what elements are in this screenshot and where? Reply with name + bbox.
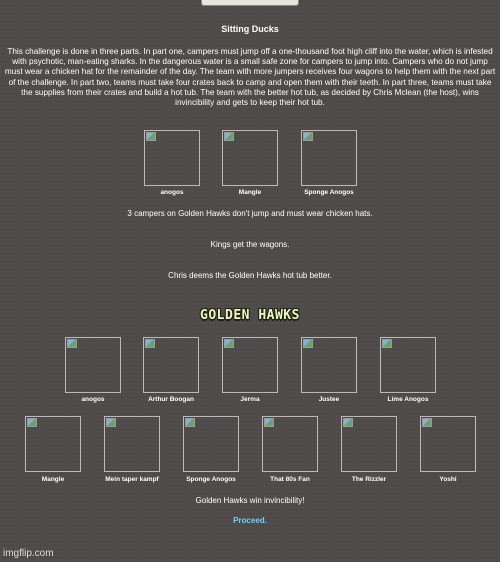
broken-image-icon — [67, 339, 77, 348]
broken-image-icon — [106, 418, 116, 427]
member-name: Arthur Boogan — [148, 396, 194, 403]
camper-portrait — [222, 130, 278, 186]
camper-portrait — [104, 416, 160, 472]
camper-portrait — [301, 130, 357, 186]
camper-portrait — [144, 130, 200, 186]
broken-image-icon — [146, 132, 156, 141]
camper-portrait — [262, 416, 318, 472]
challenge-description: This challenge is done in three parts. In part one, campers must jump off a one-thousand foot high cliff into the water, which is infested with psychotic, man-eating sharks. In the dangerous water is a small safe zone for campers to jump into. Campers who do not jump must wear a chicken hat for the remainder of the day. The team with more jumpers receives four wagons to help them with the next part of the challenge. In part two, teams must take four crates back to camp and open them with their teeth. In part three, teams must take the supplies from their crates and build a hot tub. The team with the better hot tub, as decided by Chris Mclean (the host), wins invincibility and gets to keep their hot tub. — [4, 47, 496, 108]
member-name: Lime Anogos — [387, 396, 429, 403]
member-name: Mangle — [41, 476, 65, 483]
member-name: The Rizzler — [351, 476, 387, 483]
member-name: Sponge Anogos — [186, 476, 236, 483]
camper-portrait — [420, 416, 476, 472]
broken-image-icon — [422, 418, 432, 427]
broken-image-icon — [303, 132, 313, 141]
event-text: Chris deems the Golden Hawks hot tub better. — [168, 271, 332, 280]
event-text: Kings get the wagons. — [210, 240, 290, 249]
camper-name: Sponge Anogos — [304, 189, 354, 196]
broken-image-icon — [343, 418, 353, 427]
broken-image-icon — [303, 339, 313, 348]
challenge-banner — [201, 0, 299, 6]
imgflip-watermark: imgflip.com — [3, 548, 54, 559]
broken-image-icon — [27, 418, 37, 427]
broken-image-icon — [382, 339, 392, 348]
event-text: 3 campers on Golden Hawks don't jump and must wear chicken hats. — [127, 209, 373, 218]
broken-image-icon — [224, 339, 234, 348]
proceed-link[interactable]: Proceed. — [233, 516, 267, 525]
challenge-title: Sitting Ducks — [221, 24, 279, 34]
team-title: GOLDEN HAWKS — [200, 308, 300, 323]
camper-portrait — [341, 416, 397, 472]
member-name: Mein taper kampf — [105, 476, 159, 483]
result-text: Golden Hawks win invincibility! — [195, 496, 305, 505]
camper-portrait — [25, 416, 81, 472]
broken-image-icon — [185, 418, 195, 427]
camper-portrait — [301, 337, 357, 393]
camper-portrait — [183, 416, 239, 472]
member-name: Jerma — [240, 396, 260, 403]
broken-image-icon — [145, 339, 155, 348]
camper-portrait — [222, 337, 278, 393]
camper-portrait — [143, 337, 199, 393]
camper-name: Mangle — [238, 189, 262, 196]
member-name: anogos — [81, 396, 105, 403]
member-name: That 80s Fan — [270, 476, 310, 483]
broken-image-icon — [264, 418, 274, 427]
member-name: Yoshi — [439, 476, 457, 483]
member-name: Justee — [318, 396, 340, 403]
camper-name: anogos — [160, 189, 184, 196]
camper-portrait — [65, 337, 121, 393]
broken-image-icon — [224, 132, 234, 141]
camper-portrait — [380, 337, 436, 393]
